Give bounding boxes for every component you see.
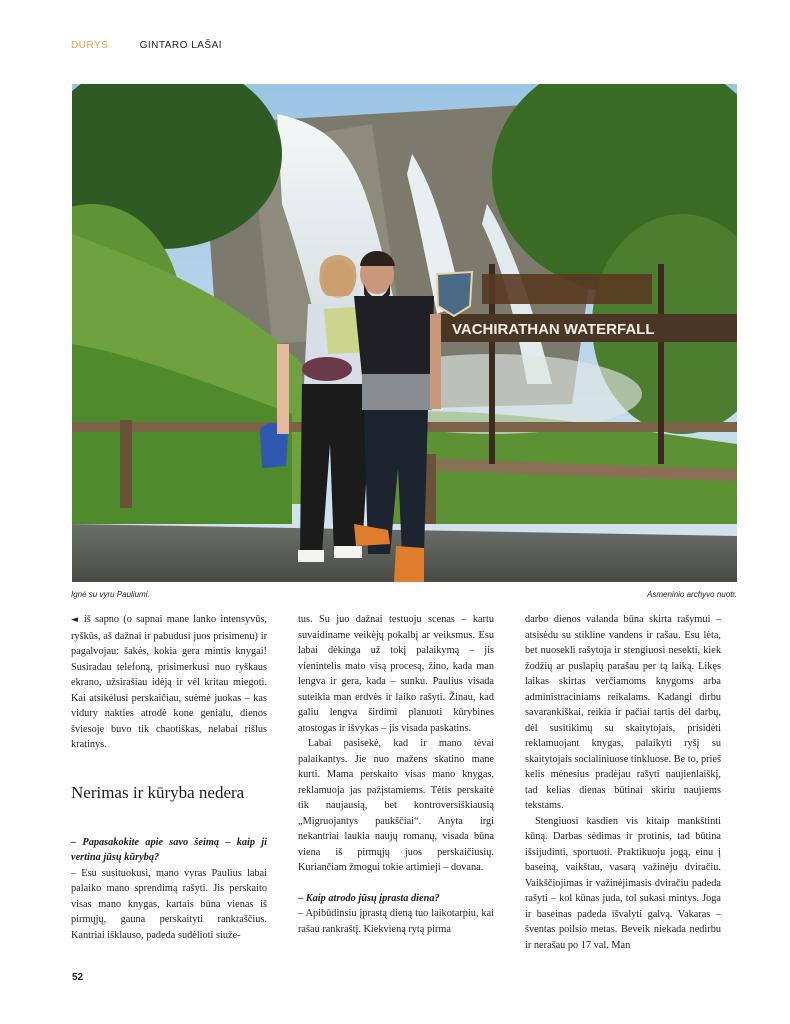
page-header (71, 40, 222, 51)
section-label: DURYS (71, 40, 109, 51)
subsection-label: GINTARO LAŠAI (139, 40, 223, 51)
sign-text: VACHIRATHAN WATERFALL (452, 321, 655, 338)
paragraph: darbo dienos valanda būna skirta rašymui – atsisėdu su stikline vandens ir rašau. Esu lėta, bet nuoseklì rašytoja ir stengiuosi nesekti, kiek žodžių ar puslapių parašau per tą laiką. Likęs laikas skirtas verčiamoms knygoms arba administraciniams reikalams. Kadangi dirbu savarankiškai, reikia ir pačiai tartis dėl darbų, dėl susitikimų su skaitytojais, prisidėti reklamuojant knygas, palaikyti ryšį su skaitytojais socialiniuose tinkluose. Be to, prieš kelis mėnesius pradėjau rašyti naujienlaiškį, tad kelias dienas būtinai skiriu naujiems tekstams. (525, 614, 721, 811)
waterfall-photo (72, 84, 737, 582)
continuation-arrow-icon: ◄ (71, 615, 78, 625)
photo-caption: Ignė su vyru Pauliumi. (71, 590, 150, 599)
page-number: 52 (72, 972, 84, 983)
interview-question: – Papasakokite apie savo šeimą – kaip ji vertina jūsų kūrybą? (71, 836, 267, 863)
interview-question: – Kaip atrodo jūsų įprasta diena? (298, 892, 440, 904)
paragraph: Labai pasisekė, kad ir mano tėvai palaikantys. Jie nuo mažens skatino mane kurti. Mama perskaito visas mano knygas, reklamuoja jas pažįstamiems. Tėtis perskaitė tik naujausią, bet kontroversiškiausią „Migruojantys paukščiai“. Anyta irgi nekantriai laukia naujų romanų, visada būna viena iš pirmųjų juos perskaičiusių. Kuriančiam žmogui tokie artimieji – dovana. (298, 738, 494, 873)
article-column-3 (525, 612, 721, 953)
paragraph: Stengiuosi kasdien vis kitaip mankštinti kūną. Darbas sėdimas ir protinis, tad būtina išsijudinti, sportuoti. Praktikuoju jogą, einu į baseiną, vaikštau, vasarą važinėju dviračiu. Vaikščiojimas ir važinėjimasis dviračiu padeda rašyti – kol kūnas juda, tol sukasi mintys. Joga ir baseinas padeda išvalyti galvą. Vakaras – šventas poilsio metas. Beveik niekada nedirbu ir nerašau po 17 val. Man (525, 815, 721, 951)
paragraph: ◄ iš sapno (o sapnai mane lanko intensyvūs, ryškūs, aš dažnai ir pabudusi juos prisimenu) ir pagalvojau: šakės, kokia gera mintis knygai! Susiradau telefoną, prisimerkusi nuo ryškaus ekrano, užsirašiau idėją ir vėl kritau miegoti. Kai atsikėlusi perskaičiau, suėmė juokas – kas vidury nakties atrodė kone genialu, dienos šviesoje buvo tik chaotiškas, nelabai rišlus kratinys. (71, 614, 267, 750)
photo-credit: Asmeninio archyvo nuotr. (647, 590, 737, 599)
section-heading: Nerimas ir kūryba nedera (71, 782, 245, 802)
article-column-1 (71, 612, 267, 943)
paragraph: – Esu susituokusi, mano vyras Paulius labai palaiko mano sprendimą rašyti. Jis perskaito visas mano knygas, kartais būna vienas iš pirmųjų, gauna perskaityti rankraščius. Kantriai išklauso, padeda sudėlioti siuže- (71, 867, 267, 941)
article-column-2 (298, 612, 494, 937)
paragraph: tus. Su juo dažnai testuoju scenas – kartu suvaidiname veikėjų pokalbį ar veiksmus. Esu labai dėkinga už tokį palaikymą – jis vienintelis mato visą procesą, žino, kada man lengva ir gera, kada – sunku. Paulius visada suteikia man erdvės ir laiko rašyti. Žinau, kad galiu lengva širdimi planuoti kūrybines atostogas ir išvykas – jis visada paskatins. (298, 614, 494, 734)
paragraph: – Apibūdinsiu įprastą dieną tuo laikotarpiu, kai rašau rankraštį. Kiekvieną rytą pirma (298, 908, 494, 935)
